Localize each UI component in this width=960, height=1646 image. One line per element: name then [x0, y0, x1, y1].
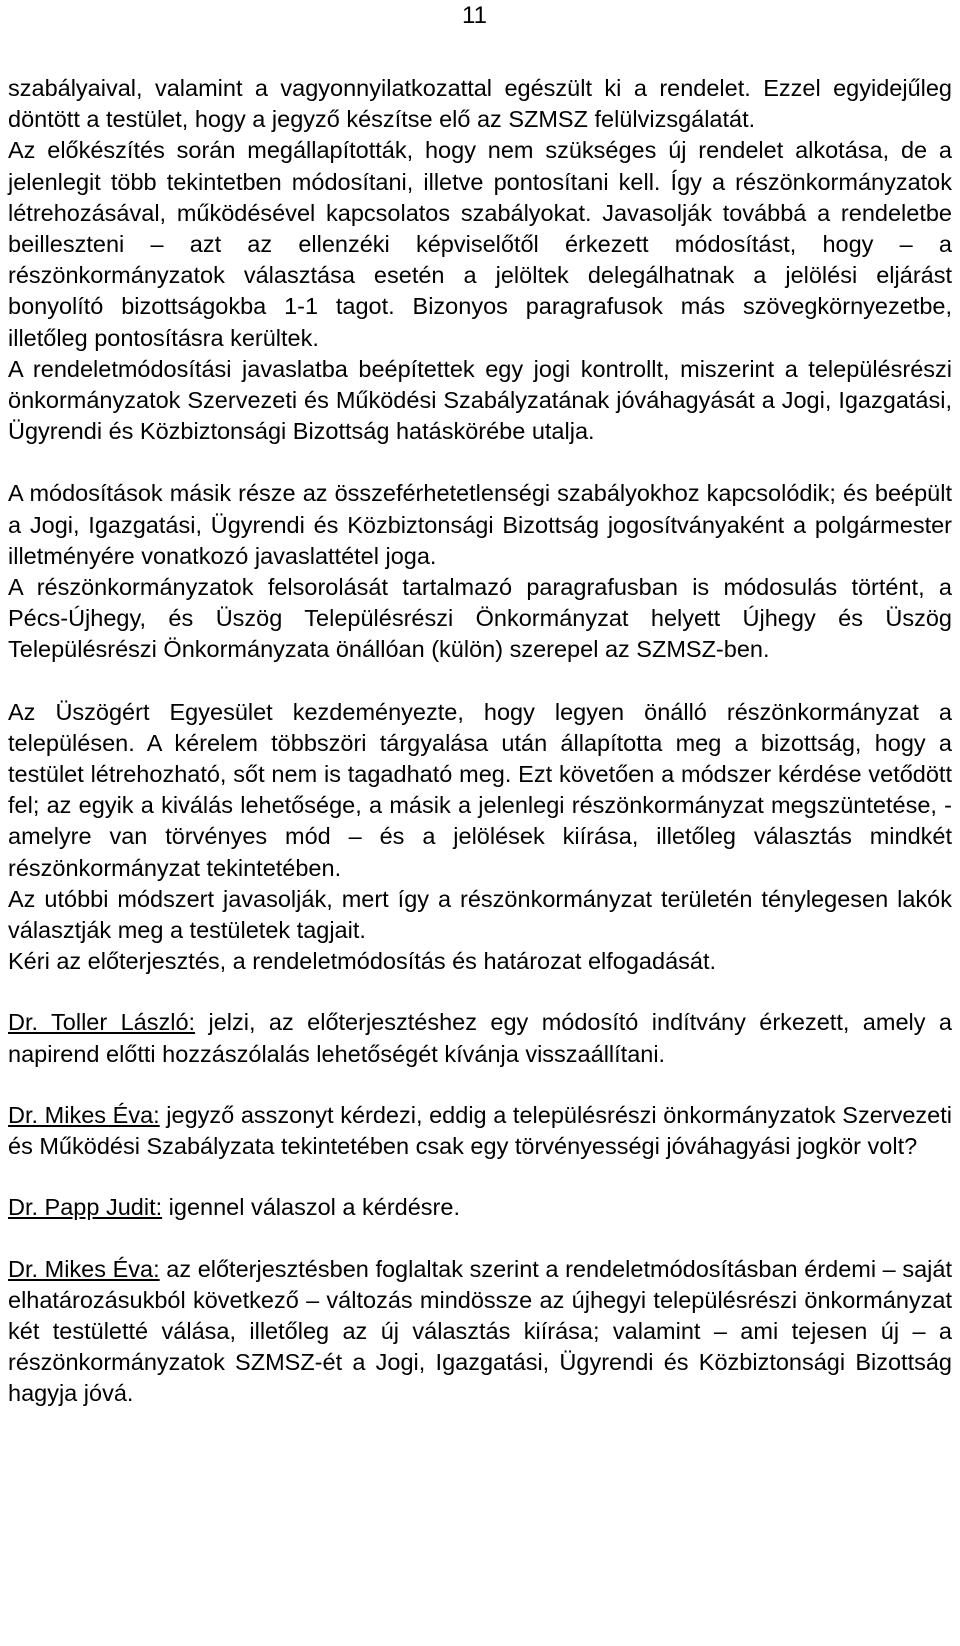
speaker-name: Dr. Toller László:	[8, 1009, 196, 1036]
paragraph-gap	[8, 666, 952, 697]
paragraph: A rendeletmódosítási javaslatba beépítettek egy jogi kontrollt, miszerint a településrészi önkormányzatok Szervezeti és Működési Szabályzatának jóváhagyását a Jogi, Igazgatási, Ügyrendi és Közbiztonsági Bizottság hatáskörébe utalja.	[8, 355, 952, 445]
statement-text: jegyző asszonyt kérdezi, eddig a településrészi önkormányzatok Szervezeti és Működési Szabályzata tekintetében csak egy törvényességi jóváhagyási jogkör volt?	[8, 1101, 952, 1160]
paragraph: Az Üszögért Egyesület kezdeményezte, hogy legyen önálló részönkormányzat a településen. A kérelem többszöri tárgyalása után állapította meg a bizottság, hogy a testület létrehozható, sőt nem is tagadható meg. Ezt követően a módszer kérdése vetődött fel; az egyik a kiválás lehetősége, a másik a jelenlegi részönkormányzat megszüntetése, - amelyre van törvényes mód – és a jelölések kiírása, illetőleg választás mindkét részönkormányzat tekintetében.	[8, 698, 952, 881]
paragraph-gap	[8, 447, 952, 478]
paragraph: A részönkormányzatok felsorolását tartalmazó paragrafusban is módosulás történt, a Pécs-Újhegy, és Üszög Településrészi Önkormányzat helyett Újhegy és Üszög Településrészi Önkormányzata önállóan (külön) szerepel az SZMSZ-ben.	[8, 574, 952, 663]
paragraph: Kéri az előterjesztés, a rendeletmódosítás és határozat elfogadását.	[8, 948, 717, 975]
statement	[8, 1254, 952, 1410]
paragraph: Az utóbbi módszert javasolják, mert így a részönkormányzat területén ténylegesen lakók választják meg a testületek tagjait.	[8, 885, 952, 944]
statement	[8, 1007, 952, 1069]
paragraph: szabályaival, valamint a vagyonnyilatkozattal egészült ki a rendelet. Ezzel egyidejűleg döntött a testület, hogy a jegyző készítse elő az SZMSZ felülvizsgálatát.	[8, 75, 952, 133]
document-body	[8, 73, 952, 1410]
statement	[8, 1192, 952, 1223]
statement-text: igennel válaszol a kérdésre.	[168, 1194, 460, 1221]
speaker-name: Dr. Mikes Éva:	[8, 1255, 160, 1282]
statement-text: az előterjesztésben foglaltak szerint a rendeletmódosításban érdemi – saját elhatározásukból következő – változás mindössze az újhegyi településrészi önkormányzat két testületté válása, illetőleg az új választás kiírása; valamint – ami tejesen új – a részönkormányzatok SZMSZ-ét a Jogi, Igazgatási, Ügyrendi és Közbiztonsági Bizottság hagyja jóvá.	[8, 1255, 952, 1407]
paragraph: A módosítások másik része az összeférhetetlenségi szabályokhoz kapcsolódik; és beépült a Jogi, Igazgatási, Ügyrendi és Közbiztonsági Bizottság jogosítványaként a polgármester illetményére vonatkozó javaslattétel joga.	[8, 480, 952, 569]
paragraph-gap	[8, 1224, 952, 1254]
page-number: 11	[462, 2, 487, 29]
statement	[8, 1100, 952, 1162]
speaker-name: Dr. Mikes Éva:	[8, 1101, 160, 1128]
paragraph-gap	[8, 1070, 952, 1100]
statement-text: jelzi, az előterjesztéshez egy módosító indítvány érkezett, amely a napirend előtti hozzászólalás lehetőségét kívánja visszaállítani.	[8, 1009, 952, 1067]
paragraph-gap	[8, 977, 952, 1007]
speaker-name: Dr. Papp Judit:	[8, 1194, 163, 1221]
paragraph: Az előkészítés során megállapították, hogy nem szükséges új rendelet alkotása, de a jelenlegit több tekintetben módosítani, illetve pontosítani kell. Így a részönkormányzatok létrehozásával, működésével kapcsolatos szabályokat. Javasolják továbbá a rendeletbe beilleszteni – azt az ellenzéki képviselőtől érkezett módosítást, hogy – a részönkormányzatok választása esetén a jelöltek delegálhatnak a jelölési eljárást bonyolító bizottságokba 1-1 tagot. Bizonyos paragrafusok más szövegkörnyezetbe, illetőleg pontosításra kerültek.	[8, 137, 952, 351]
paragraph-gap	[8, 1162, 952, 1192]
